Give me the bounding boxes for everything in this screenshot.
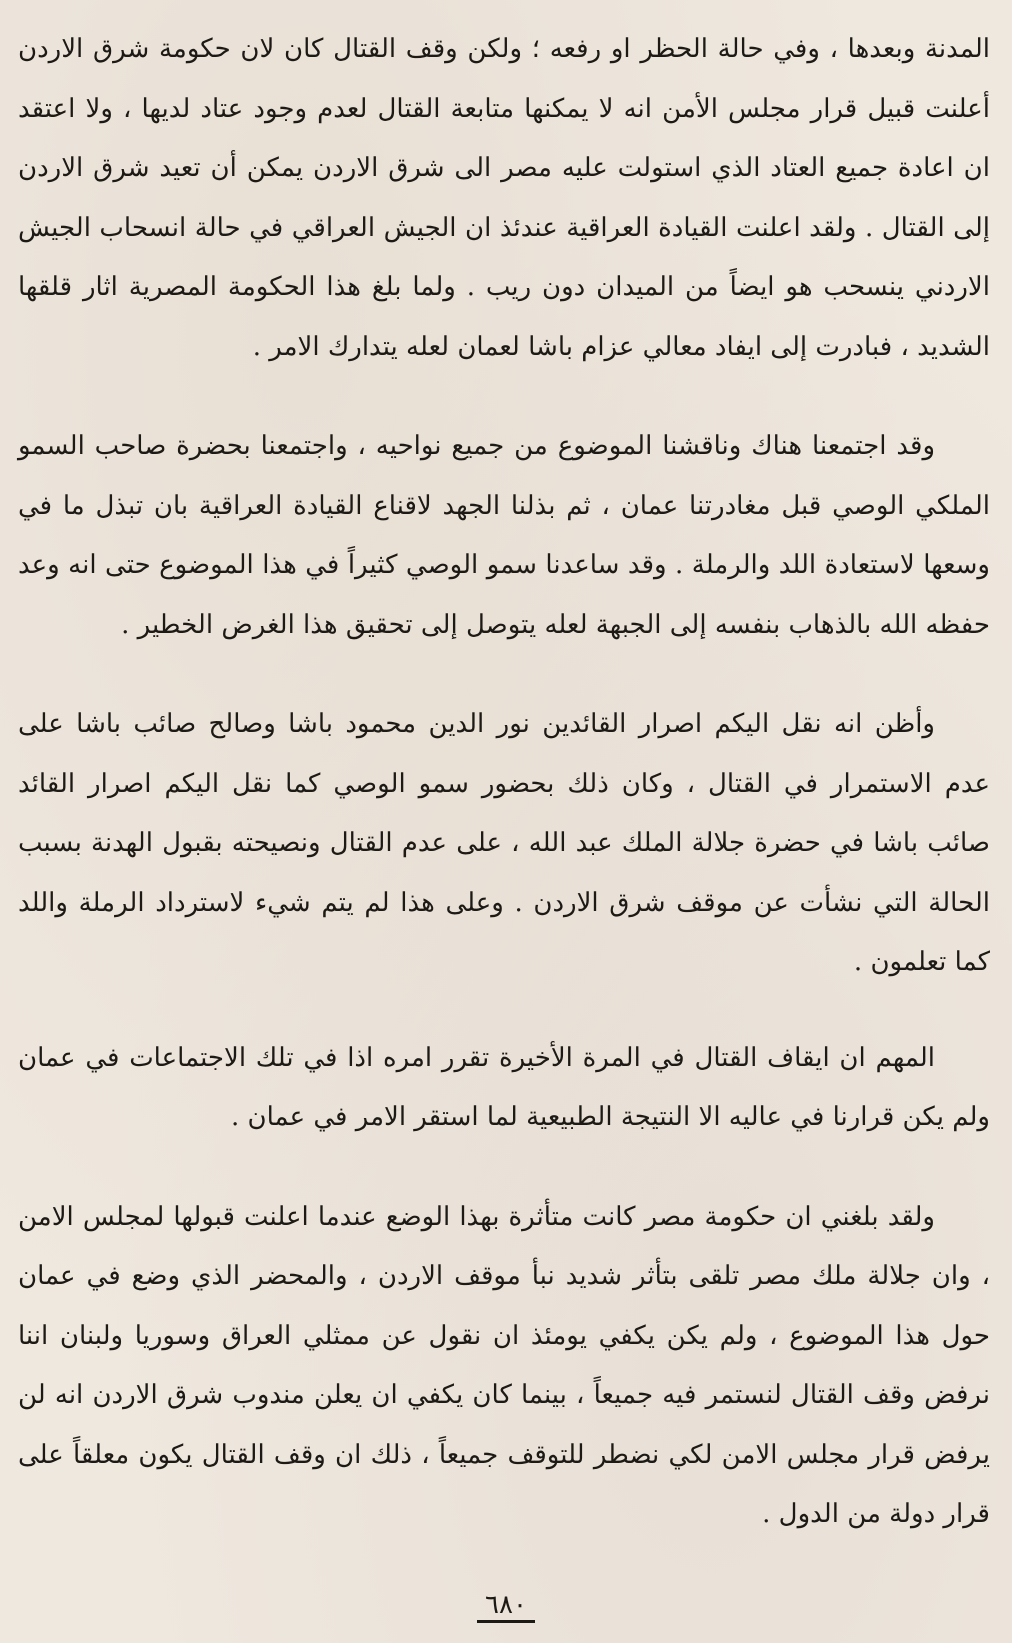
page-number-text: ٦٨٠ [477, 1590, 535, 1623]
page-number [0, 1590, 1012, 1620]
paragraph-5: ولقد بلغني ان حكومة مصر كانت متأثرة بهذا الوضع عندما اعلنت قبولها لمجلس الامن ، وان جلالة ملك مصر تلقى بتأثر شديد نبأ موقف الاردن ، والمحضر الذي وضع في عمان حول هذا الموضوع ، ولم يكن يكفي يومئذ ان نقول عن ممثلي العراق وسوريا ولبنان اننا نرفض وقف القتال لنستمر فيه جميعاً ، بينما كان يكفي ان يعلن مندوب شرق الاردن انه لن يرفض قرار مجلس الامن لكي نضطر للتوقف جميعاً ، ذلك ان وقف القتال يكون معلقاً على قرار دولة من الدول . [18, 1201, 990, 1529]
paragraph-gap [18, 1148, 990, 1188]
paragraph-gap [18, 655, 990, 695]
paragraph-1: المدنة وبعدها ، وفي حالة الحظر او رفعه ؛ ولكن وقف القتال كان لان حكومة شرق الاردن أعلنت قبيل قرار مجلس الأمن انه لا يمكنها متابعة القتال لعدم وجود عتاد لديها ، ولا اعتقد ان اعادة جميع العتاد الذي استولت عليه مصر الى شرق الاردن يمكن أن تعيد شرق الاردن إلى القتال . ولقد اعلنت القيادة العراقية عندئذ ان الجيش العراقي في حالة انسحاب الجيش الاردني ينسحب هو ايضاً من الميدان دون ريب . ولما بلغ هذا الحكومة المصرية اثار قلقها الشديد ، فبادرت إلى ايفاد معالي عزام باشا لعمان لعله يتدارك الامر . [18, 34, 990, 362]
paragraph-4: المهم ان ايقاف القتال في المرة الأخيرة تقرر امره اذا في تلك الاجتماعات في عمان ولم يكن قرارنا في عاليه الا النتيجة الطبيعية لما استقر الامر في عمان . [18, 1042, 990, 1132]
paragraph-gap [18, 993, 990, 1029]
paragraph-gap [18, 377, 990, 417]
paragraph-3: وأظن انه نقل اليكم اصرار القائدين نور الدين محمود باشا وصالح صائب باشا على عدم الاستمرار في القتال ، وكان ذلك بحضور سمو الوصي كما نقل اليكم اصرار القائد صائب باشا في حضرة جلالة الملك عبد الله ، على عدم القتال ونصيحته بقبول الهدنة بسبب الحالة التي نشأت عن موقف شرق الاردن . وعلى هذا لم يتم شيء لاسترداد الرملة واللد كما تعلمون . [18, 709, 990, 977]
page-body [18, 20, 990, 1545]
paragraph-2: وقد اجتمعنا هناك وناقشنا الموضوع من جميع نواحيه ، واجتمعنا بحضرة صاحب السمو الملكي الوصي قبل مغادرتنا عمان ، ثم بذلنا الجهد لاقناع القيادة العراقية بان تبذل ما في وسعها لاستعادة اللد والرملة . وقد ساعدنا سمو الوصي كثيراً في هذا الموضوع حتى انه وعد حفظه الله بالذهاب بنفسه إلى الجبهة لعله يتوصل إلى تحقيق هذا الغرض الخطير . [18, 431, 990, 640]
